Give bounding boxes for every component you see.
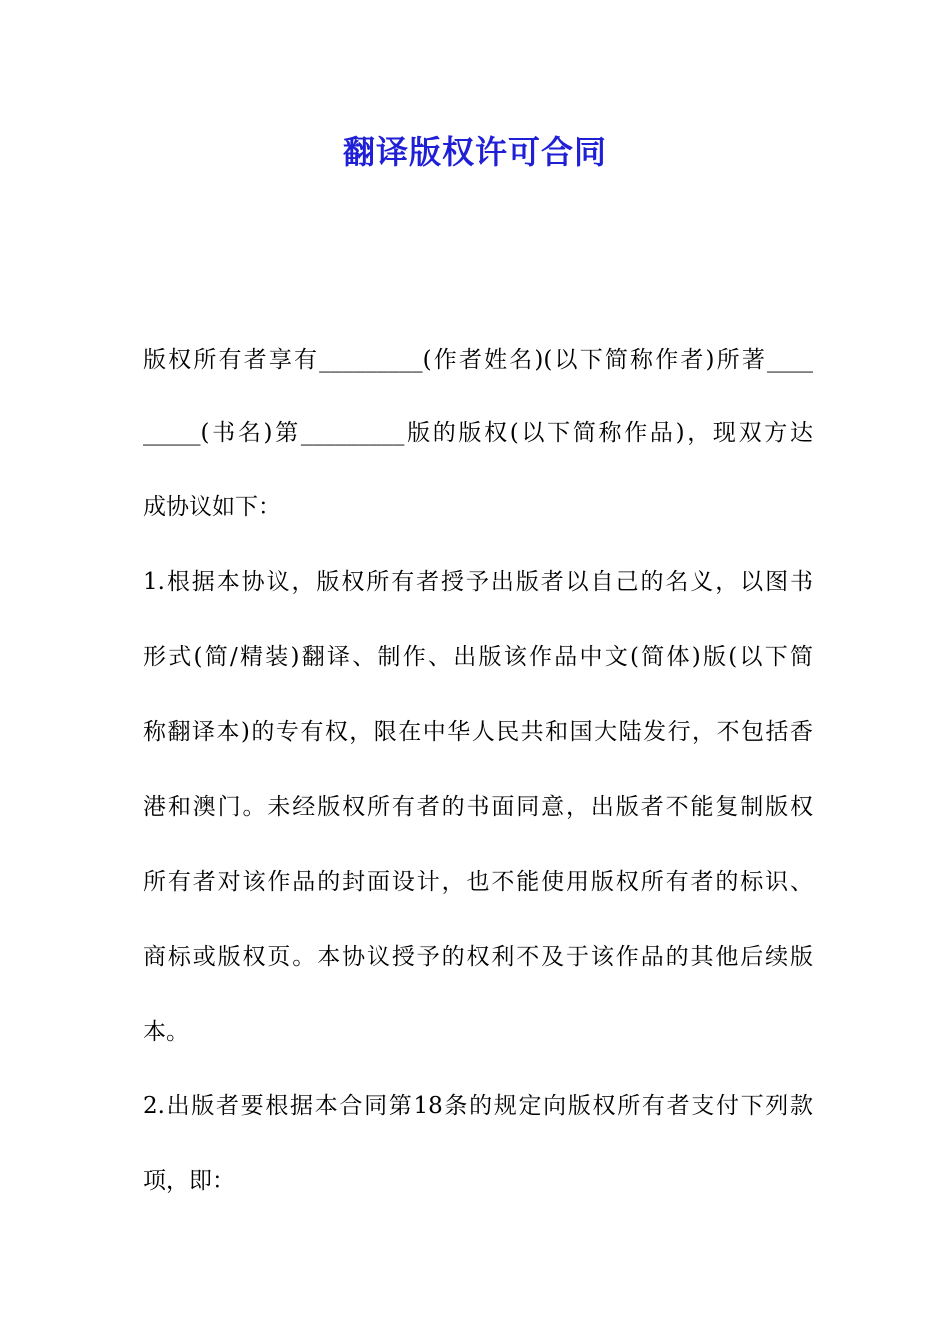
clause-1-line: 港和澳门。未经版权所有者的书面同意，出版者不能复制版权 [143,794,813,820]
paragraph-line: 成协议如下： [143,494,281,520]
clause-1-line: 本。 [143,1019,189,1045]
document-title: 翻译版权许可合同 [342,133,607,171]
paragraph-line: 版权所有者享有_________(作者姓名)(以下简称作者)所著____ [143,347,813,373]
clause-1-line: 所有者对该作品的封面设计，也不能使用版权所有者的标识、 [143,869,813,895]
clause-2-line: 2.出版者要根据本合同第18条的规定向版权所有者支付下列款 [143,1093,813,1119]
clause-1-line: 商标或版权页。本协议授予的权利不及于该作品的其他后续版 [143,944,813,970]
clause-1-line: 1.根据本协议，版权所有者授予出版者以自己的名义，以图书 [143,569,813,595]
clause-2-line: 项，即： [143,1168,235,1194]
clause-1-line: 称翻译本)的专有权，限在中华人民共和国大陆发行，不包括香 [143,719,813,745]
paragraph-line: _____(书名)第_________版的版权(以下简称作品)，现双方达 [143,420,813,446]
clause-1-line: 形式(简/精装)翻译、制作、出版该作品中文(简体)版(以下简 [143,644,813,670]
